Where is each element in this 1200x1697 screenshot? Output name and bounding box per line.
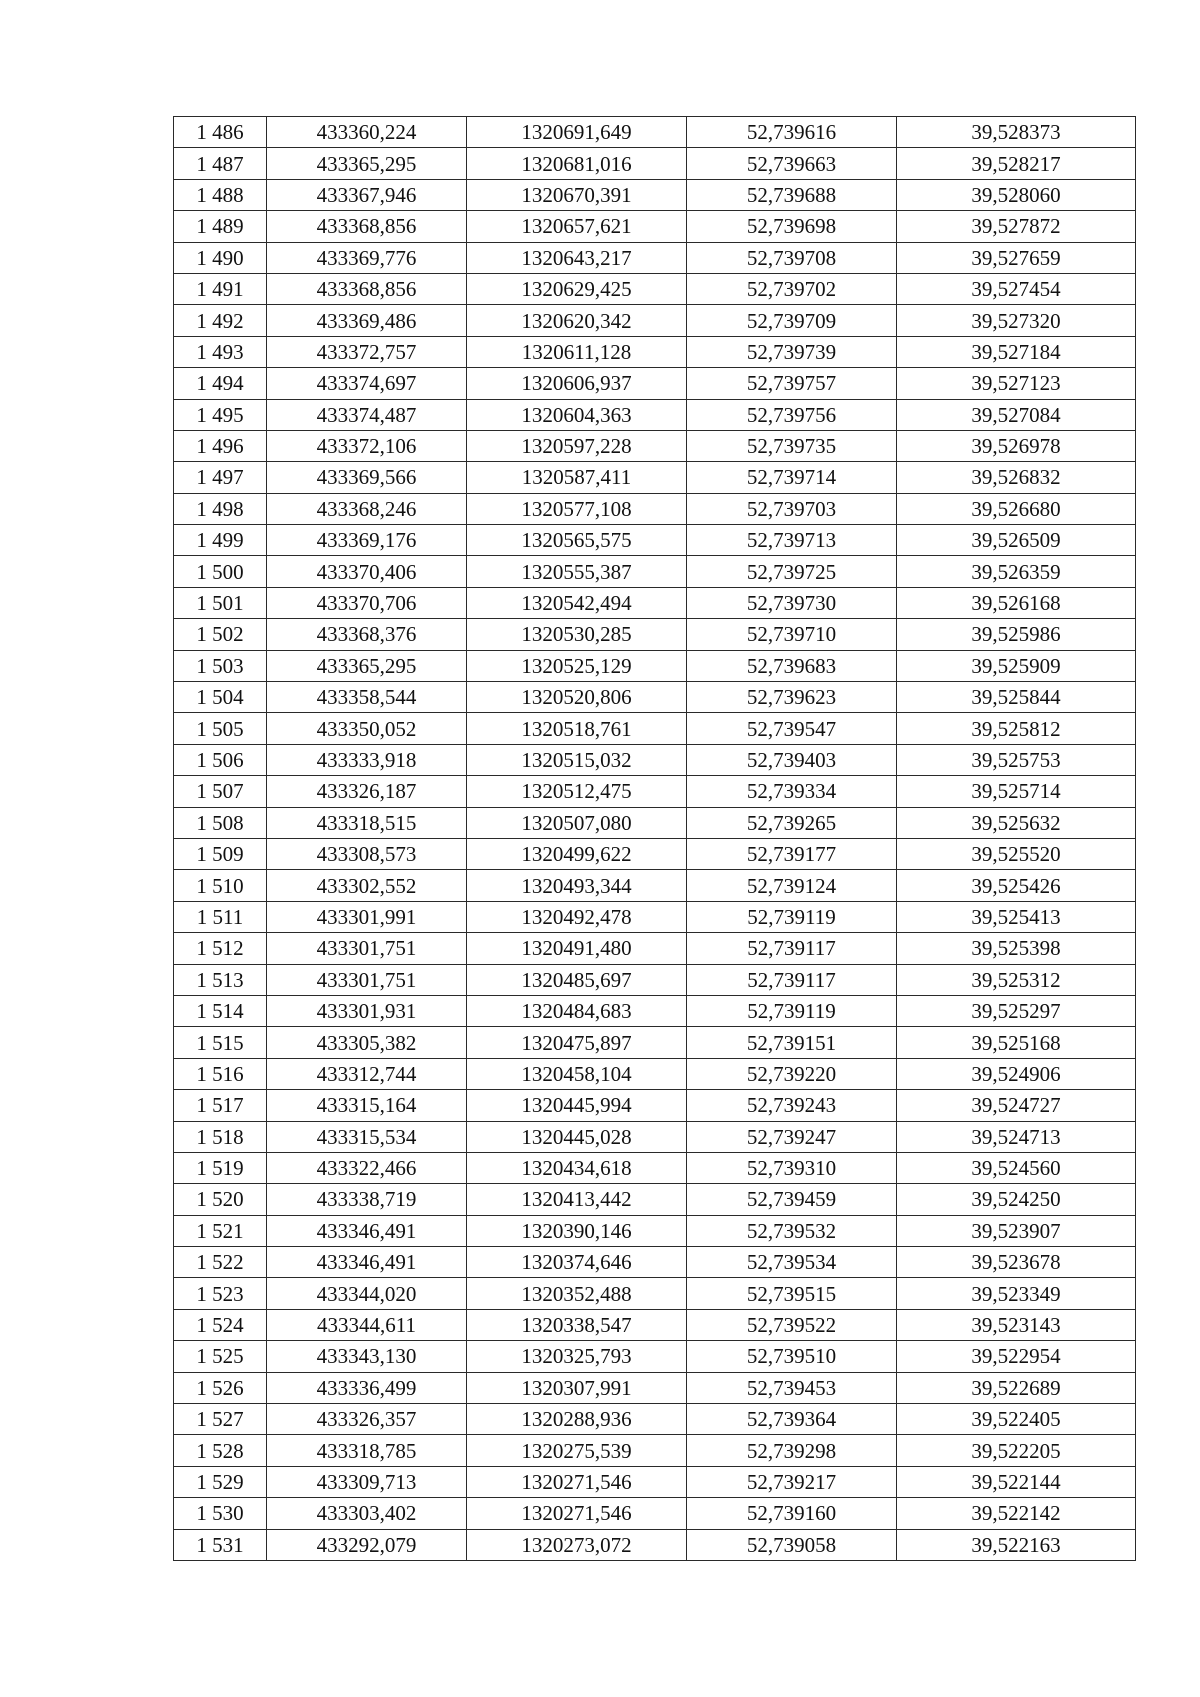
- y-coordinate-cell: 1320525,129: [467, 650, 687, 681]
- latitude-cell: 52,739334: [687, 776, 897, 807]
- longitude-cell: 39,525844: [897, 682, 1136, 713]
- longitude-cell: 39,525312: [897, 964, 1136, 995]
- longitude-cell: 39,527320: [897, 305, 1136, 336]
- longitude-cell: 39,523678: [897, 1247, 1136, 1278]
- y-coordinate-cell: 1320691,649: [467, 117, 687, 148]
- table-row: [174, 211, 1136, 242]
- point-number-cell: 1 501: [174, 587, 267, 618]
- x-coordinate-cell: 433365,295: [267, 148, 467, 179]
- latitude-cell: 52,739714: [687, 462, 897, 493]
- latitude-cell: 52,739510: [687, 1341, 897, 1372]
- longitude-cell: 39,526680: [897, 493, 1136, 524]
- table-row: [174, 1058, 1136, 1089]
- y-coordinate-cell: 1320520,806: [467, 682, 687, 713]
- y-coordinate-cell: 1320643,217: [467, 242, 687, 273]
- table-row: [174, 933, 1136, 964]
- y-coordinate-cell: 1320499,622: [467, 838, 687, 869]
- point-number-cell: 1 507: [174, 776, 267, 807]
- latitude-cell: 52,739124: [687, 870, 897, 901]
- y-coordinate-cell: 1320485,697: [467, 964, 687, 995]
- latitude-cell: 52,739616: [687, 117, 897, 148]
- latitude-cell: 52,739698: [687, 211, 897, 242]
- y-coordinate-cell: 1320620,342: [467, 305, 687, 336]
- longitude-cell: 39,524727: [897, 1090, 1136, 1121]
- longitude-cell: 39,525812: [897, 713, 1136, 744]
- x-coordinate-cell: 433338,719: [267, 1184, 467, 1215]
- table-row: [174, 556, 1136, 587]
- x-coordinate-cell: 433368,376: [267, 619, 467, 650]
- longitude-cell: 39,527454: [897, 273, 1136, 304]
- y-coordinate-cell: 1320413,442: [467, 1184, 687, 1215]
- longitude-cell: 39,525632: [897, 807, 1136, 838]
- latitude-cell: 52,739220: [687, 1058, 897, 1089]
- point-number-cell: 1 505: [174, 713, 267, 744]
- y-coordinate-cell: 1320484,683: [467, 995, 687, 1026]
- y-coordinate-cell: 1320530,285: [467, 619, 687, 650]
- point-number-cell: 1 498: [174, 493, 267, 524]
- x-coordinate-cell: 433370,706: [267, 587, 467, 618]
- x-coordinate-cell: 433333,918: [267, 744, 467, 775]
- longitude-cell: 39,525168: [897, 1027, 1136, 1058]
- table-row: [174, 713, 1136, 744]
- table-row: [174, 525, 1136, 556]
- table-row: [174, 619, 1136, 650]
- latitude-cell: 52,739217: [687, 1466, 897, 1497]
- x-coordinate-cell: 433326,187: [267, 776, 467, 807]
- table-row: [174, 744, 1136, 775]
- table-row: [174, 242, 1136, 273]
- table-row: [174, 1404, 1136, 1435]
- y-coordinate-cell: 1320352,488: [467, 1278, 687, 1309]
- table-row: [174, 336, 1136, 367]
- latitude-cell: 52,739243: [687, 1090, 897, 1121]
- x-coordinate-cell: 433368,856: [267, 211, 467, 242]
- longitude-cell: 39,524713: [897, 1121, 1136, 1152]
- y-coordinate-cell: 1320374,646: [467, 1247, 687, 1278]
- latitude-cell: 52,739534: [687, 1247, 897, 1278]
- latitude-cell: 52,739117: [687, 933, 897, 964]
- point-number-cell: 1 502: [174, 619, 267, 650]
- latitude-cell: 52,739177: [687, 838, 897, 869]
- x-coordinate-cell: 433369,486: [267, 305, 467, 336]
- latitude-cell: 52,739683: [687, 650, 897, 681]
- y-coordinate-cell: 1320491,480: [467, 933, 687, 964]
- x-coordinate-cell: 433369,776: [267, 242, 467, 273]
- y-coordinate-cell: 1320657,621: [467, 211, 687, 242]
- table-row: [174, 117, 1136, 148]
- latitude-cell: 52,739710: [687, 619, 897, 650]
- table-row: [174, 305, 1136, 336]
- y-coordinate-cell: 1320434,618: [467, 1152, 687, 1183]
- x-coordinate-cell: 433315,164: [267, 1090, 467, 1121]
- table-row: [174, 995, 1136, 1026]
- latitude-cell: 52,739265: [687, 807, 897, 838]
- table-row: [174, 1309, 1136, 1340]
- table-row: [174, 1435, 1136, 1466]
- latitude-cell: 52,739453: [687, 1372, 897, 1403]
- x-coordinate-cell: 433350,052: [267, 713, 467, 744]
- x-coordinate-cell: 433309,713: [267, 1466, 467, 1497]
- latitude-cell: 52,739725: [687, 556, 897, 587]
- longitude-cell: 39,528373: [897, 117, 1136, 148]
- coordinates-table-body: [174, 117, 1136, 1561]
- x-coordinate-cell: 433303,402: [267, 1498, 467, 1529]
- y-coordinate-cell: 1320515,032: [467, 744, 687, 775]
- point-number-cell: 1 510: [174, 870, 267, 901]
- longitude-cell: 39,526978: [897, 430, 1136, 461]
- x-coordinate-cell: 433369,176: [267, 525, 467, 556]
- y-coordinate-cell: 1320670,391: [467, 179, 687, 210]
- longitude-cell: 39,526509: [897, 525, 1136, 556]
- point-number-cell: 1 530: [174, 1498, 267, 1529]
- y-coordinate-cell: 1320587,411: [467, 462, 687, 493]
- longitude-cell: 39,528217: [897, 148, 1136, 179]
- table-row: [174, 462, 1136, 493]
- point-number-cell: 1 519: [174, 1152, 267, 1183]
- latitude-cell: 52,739515: [687, 1278, 897, 1309]
- point-number-cell: 1 515: [174, 1027, 267, 1058]
- x-coordinate-cell: 433372,106: [267, 430, 467, 461]
- table-row: [174, 273, 1136, 304]
- point-number-cell: 1 486: [174, 117, 267, 148]
- latitude-cell: 52,739623: [687, 682, 897, 713]
- longitude-cell: 39,527123: [897, 368, 1136, 399]
- longitude-cell: 39,525297: [897, 995, 1136, 1026]
- point-number-cell: 1 521: [174, 1215, 267, 1246]
- longitude-cell: 39,525714: [897, 776, 1136, 807]
- y-coordinate-cell: 1320493,344: [467, 870, 687, 901]
- y-coordinate-cell: 1320325,793: [467, 1341, 687, 1372]
- x-coordinate-cell: 433372,757: [267, 336, 467, 367]
- y-coordinate-cell: 1320458,104: [467, 1058, 687, 1089]
- longitude-cell: 39,524250: [897, 1184, 1136, 1215]
- longitude-cell: 39,527659: [897, 242, 1136, 273]
- table-row: [174, 1466, 1136, 1497]
- point-number-cell: 1 524: [174, 1309, 267, 1340]
- point-number-cell: 1 489: [174, 211, 267, 242]
- table-row: [174, 1090, 1136, 1121]
- latitude-cell: 52,739310: [687, 1152, 897, 1183]
- y-coordinate-cell: 1320604,363: [467, 399, 687, 430]
- point-number-cell: 1 500: [174, 556, 267, 587]
- y-coordinate-cell: 1320492,478: [467, 901, 687, 932]
- x-coordinate-cell: 433326,357: [267, 1404, 467, 1435]
- table-row: [174, 179, 1136, 210]
- latitude-cell: 52,739735: [687, 430, 897, 461]
- table-row: [174, 1184, 1136, 1215]
- table-row: [174, 1341, 1136, 1372]
- point-number-cell: 1 525: [174, 1341, 267, 1372]
- x-coordinate-cell: 433322,466: [267, 1152, 467, 1183]
- point-number-cell: 1 496: [174, 430, 267, 461]
- point-number-cell: 1 509: [174, 838, 267, 869]
- x-coordinate-cell: 433301,751: [267, 964, 467, 995]
- y-coordinate-cell: 1320445,994: [467, 1090, 687, 1121]
- y-coordinate-cell: 1320611,128: [467, 336, 687, 367]
- point-number-cell: 1 490: [174, 242, 267, 273]
- table-row: [174, 776, 1136, 807]
- x-coordinate-cell: 433301,751: [267, 933, 467, 964]
- y-coordinate-cell: 1320681,016: [467, 148, 687, 179]
- longitude-cell: 39,522405: [897, 1404, 1136, 1435]
- x-coordinate-cell: 433358,544: [267, 682, 467, 713]
- x-coordinate-cell: 433301,931: [267, 995, 467, 1026]
- point-number-cell: 1 523: [174, 1278, 267, 1309]
- latitude-cell: 52,739708: [687, 242, 897, 273]
- point-number-cell: 1 517: [174, 1090, 267, 1121]
- table-row: [174, 148, 1136, 179]
- x-coordinate-cell: 433308,573: [267, 838, 467, 869]
- y-coordinate-cell: 1320597,228: [467, 430, 687, 461]
- latitude-cell: 52,739756: [687, 399, 897, 430]
- latitude-cell: 52,739730: [687, 587, 897, 618]
- longitude-cell: 39,525426: [897, 870, 1136, 901]
- table-row: [174, 682, 1136, 713]
- latitude-cell: 52,739119: [687, 995, 897, 1026]
- table-row: [174, 1247, 1136, 1278]
- x-coordinate-cell: 433344,611: [267, 1309, 467, 1340]
- y-coordinate-cell: 1320512,475: [467, 776, 687, 807]
- y-coordinate-cell: 1320390,146: [467, 1215, 687, 1246]
- x-coordinate-cell: 433369,566: [267, 462, 467, 493]
- table-row: [174, 587, 1136, 618]
- y-coordinate-cell: 1320273,072: [467, 1529, 687, 1560]
- latitude-cell: 52,739160: [687, 1498, 897, 1529]
- y-coordinate-cell: 1320338,547: [467, 1309, 687, 1340]
- x-coordinate-cell: 433346,491: [267, 1215, 467, 1246]
- point-number-cell: 1 488: [174, 179, 267, 210]
- longitude-cell: 39,523349: [897, 1278, 1136, 1309]
- point-number-cell: 1 499: [174, 525, 267, 556]
- table-row: [174, 1529, 1136, 1560]
- x-coordinate-cell: 433374,487: [267, 399, 467, 430]
- y-coordinate-cell: 1320445,028: [467, 1121, 687, 1152]
- point-number-cell: 1 518: [174, 1121, 267, 1152]
- longitude-cell: 39,525753: [897, 744, 1136, 775]
- latitude-cell: 52,739119: [687, 901, 897, 932]
- x-coordinate-cell: 433318,785: [267, 1435, 467, 1466]
- y-coordinate-cell: 1320288,936: [467, 1404, 687, 1435]
- table-row: [174, 1372, 1136, 1403]
- latitude-cell: 52,739709: [687, 305, 897, 336]
- y-coordinate-cell: 1320542,494: [467, 587, 687, 618]
- latitude-cell: 52,739532: [687, 1215, 897, 1246]
- y-coordinate-cell: 1320629,425: [467, 273, 687, 304]
- table-row: [174, 1027, 1136, 1058]
- table-row: [174, 964, 1136, 995]
- table-row: [174, 1152, 1136, 1183]
- latitude-cell: 52,739757: [687, 368, 897, 399]
- x-coordinate-cell: 433360,224: [267, 117, 467, 148]
- y-coordinate-cell: 1320606,937: [467, 368, 687, 399]
- table-row: [174, 807, 1136, 838]
- latitude-cell: 52,739663: [687, 148, 897, 179]
- table-row: [174, 1121, 1136, 1152]
- longitude-cell: 39,523907: [897, 1215, 1136, 1246]
- point-number-cell: 1 522: [174, 1247, 267, 1278]
- longitude-cell: 39,522205: [897, 1435, 1136, 1466]
- x-coordinate-cell: 433292,079: [267, 1529, 467, 1560]
- point-number-cell: 1 492: [174, 305, 267, 336]
- point-number-cell: 1 526: [174, 1372, 267, 1403]
- longitude-cell: 39,525986: [897, 619, 1136, 650]
- coordinates-table: [173, 116, 1136, 1561]
- point-number-cell: 1 511: [174, 901, 267, 932]
- point-number-cell: 1 513: [174, 964, 267, 995]
- longitude-cell: 39,523143: [897, 1309, 1136, 1340]
- x-coordinate-cell: 433305,382: [267, 1027, 467, 1058]
- point-number-cell: 1 528: [174, 1435, 267, 1466]
- longitude-cell: 39,527084: [897, 399, 1136, 430]
- x-coordinate-cell: 433336,499: [267, 1372, 467, 1403]
- y-coordinate-cell: 1320475,897: [467, 1027, 687, 1058]
- y-coordinate-cell: 1320307,991: [467, 1372, 687, 1403]
- table-row: [174, 1215, 1136, 1246]
- latitude-cell: 52,739364: [687, 1404, 897, 1435]
- x-coordinate-cell: 433318,515: [267, 807, 467, 838]
- x-coordinate-cell: 433370,406: [267, 556, 467, 587]
- table-row: [174, 1498, 1136, 1529]
- point-number-cell: 1 512: [174, 933, 267, 964]
- longitude-cell: 39,527872: [897, 211, 1136, 242]
- longitude-cell: 39,528060: [897, 179, 1136, 210]
- x-coordinate-cell: 433301,991: [267, 901, 467, 932]
- longitude-cell: 39,526359: [897, 556, 1136, 587]
- x-coordinate-cell: 433315,534: [267, 1121, 467, 1152]
- table-row: [174, 1278, 1136, 1309]
- latitude-cell: 52,739403: [687, 744, 897, 775]
- longitude-cell: 39,526832: [897, 462, 1136, 493]
- table-row: [174, 368, 1136, 399]
- y-coordinate-cell: 1320507,080: [467, 807, 687, 838]
- y-coordinate-cell: 1320275,539: [467, 1435, 687, 1466]
- y-coordinate-cell: 1320555,387: [467, 556, 687, 587]
- longitude-cell: 39,525909: [897, 650, 1136, 681]
- y-coordinate-cell: 1320565,575: [467, 525, 687, 556]
- x-coordinate-cell: 433302,552: [267, 870, 467, 901]
- table-row: [174, 838, 1136, 869]
- latitude-cell: 52,739298: [687, 1435, 897, 1466]
- y-coordinate-cell: 1320271,546: [467, 1466, 687, 1497]
- table-row: [174, 901, 1136, 932]
- table-row: [174, 493, 1136, 524]
- y-coordinate-cell: 1320577,108: [467, 493, 687, 524]
- x-coordinate-cell: 433344,020: [267, 1278, 467, 1309]
- longitude-cell: 39,522954: [897, 1341, 1136, 1372]
- table-row: [174, 650, 1136, 681]
- point-number-cell: 1 504: [174, 682, 267, 713]
- longitude-cell: 39,527184: [897, 336, 1136, 367]
- latitude-cell: 52,739739: [687, 336, 897, 367]
- table-row: [174, 430, 1136, 461]
- x-coordinate-cell: 433374,697: [267, 368, 467, 399]
- latitude-cell: 52,739547: [687, 713, 897, 744]
- latitude-cell: 52,739151: [687, 1027, 897, 1058]
- point-number-cell: 1 503: [174, 650, 267, 681]
- y-coordinate-cell: 1320271,546: [467, 1498, 687, 1529]
- longitude-cell: 39,522142: [897, 1498, 1136, 1529]
- x-coordinate-cell: 433368,856: [267, 273, 467, 304]
- point-number-cell: 1 531: [174, 1529, 267, 1560]
- point-number-cell: 1 527: [174, 1404, 267, 1435]
- point-number-cell: 1 493: [174, 336, 267, 367]
- x-coordinate-cell: 433312,744: [267, 1058, 467, 1089]
- longitude-cell: 39,524906: [897, 1058, 1136, 1089]
- longitude-cell: 39,524560: [897, 1152, 1136, 1183]
- point-number-cell: 1 495: [174, 399, 267, 430]
- x-coordinate-cell: 433346,491: [267, 1247, 467, 1278]
- point-number-cell: 1 487: [174, 148, 267, 179]
- x-coordinate-cell: 433365,295: [267, 650, 467, 681]
- x-coordinate-cell: 433368,246: [267, 493, 467, 524]
- latitude-cell: 52,739702: [687, 273, 897, 304]
- longitude-cell: 39,525413: [897, 901, 1136, 932]
- point-number-cell: 1 506: [174, 744, 267, 775]
- longitude-cell: 39,526168: [897, 587, 1136, 618]
- x-coordinate-cell: 433343,130: [267, 1341, 467, 1372]
- point-number-cell: 1 514: [174, 995, 267, 1026]
- latitude-cell: 52,739117: [687, 964, 897, 995]
- y-coordinate-cell: 1320518,761: [467, 713, 687, 744]
- latitude-cell: 52,739247: [687, 1121, 897, 1152]
- longitude-cell: 39,522144: [897, 1466, 1136, 1497]
- longitude-cell: 39,522163: [897, 1529, 1136, 1560]
- longitude-cell: 39,525398: [897, 933, 1136, 964]
- table-row: [174, 399, 1136, 430]
- latitude-cell: 52,739058: [687, 1529, 897, 1560]
- point-number-cell: 1 520: [174, 1184, 267, 1215]
- point-number-cell: 1 508: [174, 807, 267, 838]
- latitude-cell: 52,739459: [687, 1184, 897, 1215]
- latitude-cell: 52,739688: [687, 179, 897, 210]
- table-row: [174, 870, 1136, 901]
- point-number-cell: 1 491: [174, 273, 267, 304]
- point-number-cell: 1 516: [174, 1058, 267, 1089]
- latitude-cell: 52,739703: [687, 493, 897, 524]
- point-number-cell: 1 529: [174, 1466, 267, 1497]
- longitude-cell: 39,522689: [897, 1372, 1136, 1403]
- point-number-cell: 1 497: [174, 462, 267, 493]
- point-number-cell: 1 494: [174, 368, 267, 399]
- latitude-cell: 52,739713: [687, 525, 897, 556]
- latitude-cell: 52,739522: [687, 1309, 897, 1340]
- longitude-cell: 39,525520: [897, 838, 1136, 869]
- x-coordinate-cell: 433367,946: [267, 179, 467, 210]
